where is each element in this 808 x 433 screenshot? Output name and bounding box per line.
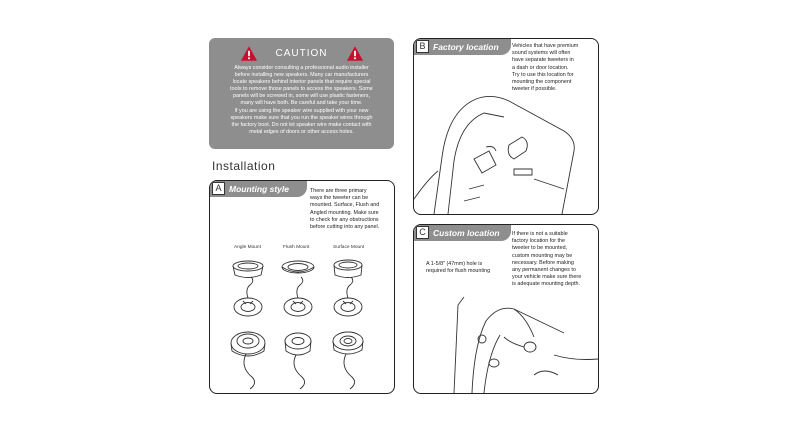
- desc-line: Angled mounting. Make sure: [310, 209, 379, 216]
- caution-line: panels will be screwed in, some will use plastic fasteners,: [233, 93, 370, 100]
- caution-text: [215, 65, 388, 136]
- desc-line: mounting the component: [512, 79, 572, 86]
- panel-letter: A: [212, 182, 225, 195]
- warning-triangle-icon: [346, 45, 364, 62]
- note-line: required for flush mounting: [426, 268, 491, 275]
- caution-title: CAUTION: [275, 47, 328, 59]
- caution-line: tools to remove those panels to access the speakers. Some: [230, 86, 373, 93]
- panel-title: Custom location: [433, 227, 500, 238]
- note-line: A 1-5/8" (47mm) hole is: [426, 261, 483, 267]
- surface-mount-label: Surface Mount: [333, 245, 365, 250]
- panel-title: Factory location: [433, 41, 499, 52]
- panel-letter: C: [416, 226, 429, 239]
- caution-line: speakers make sure that you run the speaker wires through: [230, 114, 373, 121]
- panel-title: Mounting style: [229, 183, 289, 194]
- caution-line: If you are using the speaker wire supplied with your new: [234, 107, 369, 114]
- flush-mount-cup-icon: [282, 261, 314, 273]
- desc-line: If there is not a suitable: [512, 231, 568, 237]
- angle-mount-label: Angle Mount: [234, 245, 261, 250]
- caution-box: [209, 38, 394, 149]
- tweeter-with-wire-icon: [234, 277, 262, 316]
- desc-line: Vehicles that have premium: [512, 43, 579, 49]
- door-factory-location-illustration: [414, 39, 598, 214]
- desc-line: Try to use this location for: [512, 71, 574, 78]
- custom-location-panel: [413, 224, 599, 394]
- caution-line: metal edges of doors or other access holes.: [249, 128, 354, 135]
- desc-line: your vehicle make sure there: [512, 274, 582, 281]
- desc-line: to check for any obstructions: [310, 216, 379, 223]
- flush-mount-label: Flush Mount: [283, 245, 310, 250]
- caution-line: before installing new speakers. Many car manufacturers: [234, 72, 369, 79]
- desc-line: any permanent changes to: [512, 267, 576, 274]
- desc-line: factory location for the: [512, 238, 566, 245]
- desc-line: sound systems will often: [512, 50, 571, 57]
- caution-line: locate speakers behind interior panels that require special: [232, 79, 371, 86]
- desc-line: have separate tweeters in: [512, 57, 574, 64]
- desc-line: custom mounting may be: [512, 252, 573, 259]
- desc-line: is adequate mounting depth.: [512, 281, 581, 288]
- tweeter-with-wire-icon: [284, 277, 312, 316]
- angle-mount-cup-icon: [233, 261, 263, 278]
- mounted-tweeter-icon: [231, 332, 265, 389]
- factory-location-panel: [413, 38, 599, 215]
- desc-line: tweeter to be mounted,: [512, 245, 568, 252]
- panel-letter: B: [416, 40, 429, 53]
- caution-line: the factory boot. Do not let speaker wire make contact with: [231, 121, 372, 128]
- desc-line: necessary. Before making: [512, 259, 574, 266]
- warning-triangle-icon: [240, 45, 258, 62]
- custom-location-illustration: [414, 225, 598, 393]
- caution-line: many will have both. Be careful and take your time.: [240, 100, 363, 107]
- caution-header: [215, 43, 388, 63]
- desc-line: There are three primary: [310, 188, 367, 194]
- mounted-tweeter-icon: [333, 332, 363, 389]
- desc-line: mounted. Surface, Flush and: [310, 202, 380, 209]
- panel-tab: [209, 180, 307, 197]
- tweeter-with-wire-icon: [334, 277, 362, 316]
- surface-mount-cup-icon: [334, 260, 362, 278]
- mounting-illustration: [210, 255, 394, 391]
- installation-heading: Installation: [212, 159, 276, 173]
- mounting-style-panel: [209, 180, 395, 394]
- caution-line: Always consider consulting a professional audio installer: [234, 65, 369, 71]
- desc-line: tweeter if possible.: [512, 86, 557, 93]
- desc-line: a dash or door location.: [512, 64, 569, 71]
- mounted-tweeter-icon: [285, 333, 311, 389]
- desc-line: ways the tweeter can be: [310, 195, 369, 202]
- panel-description: [310, 188, 392, 231]
- desc-line: before cutting into any panel.: [310, 224, 380, 231]
